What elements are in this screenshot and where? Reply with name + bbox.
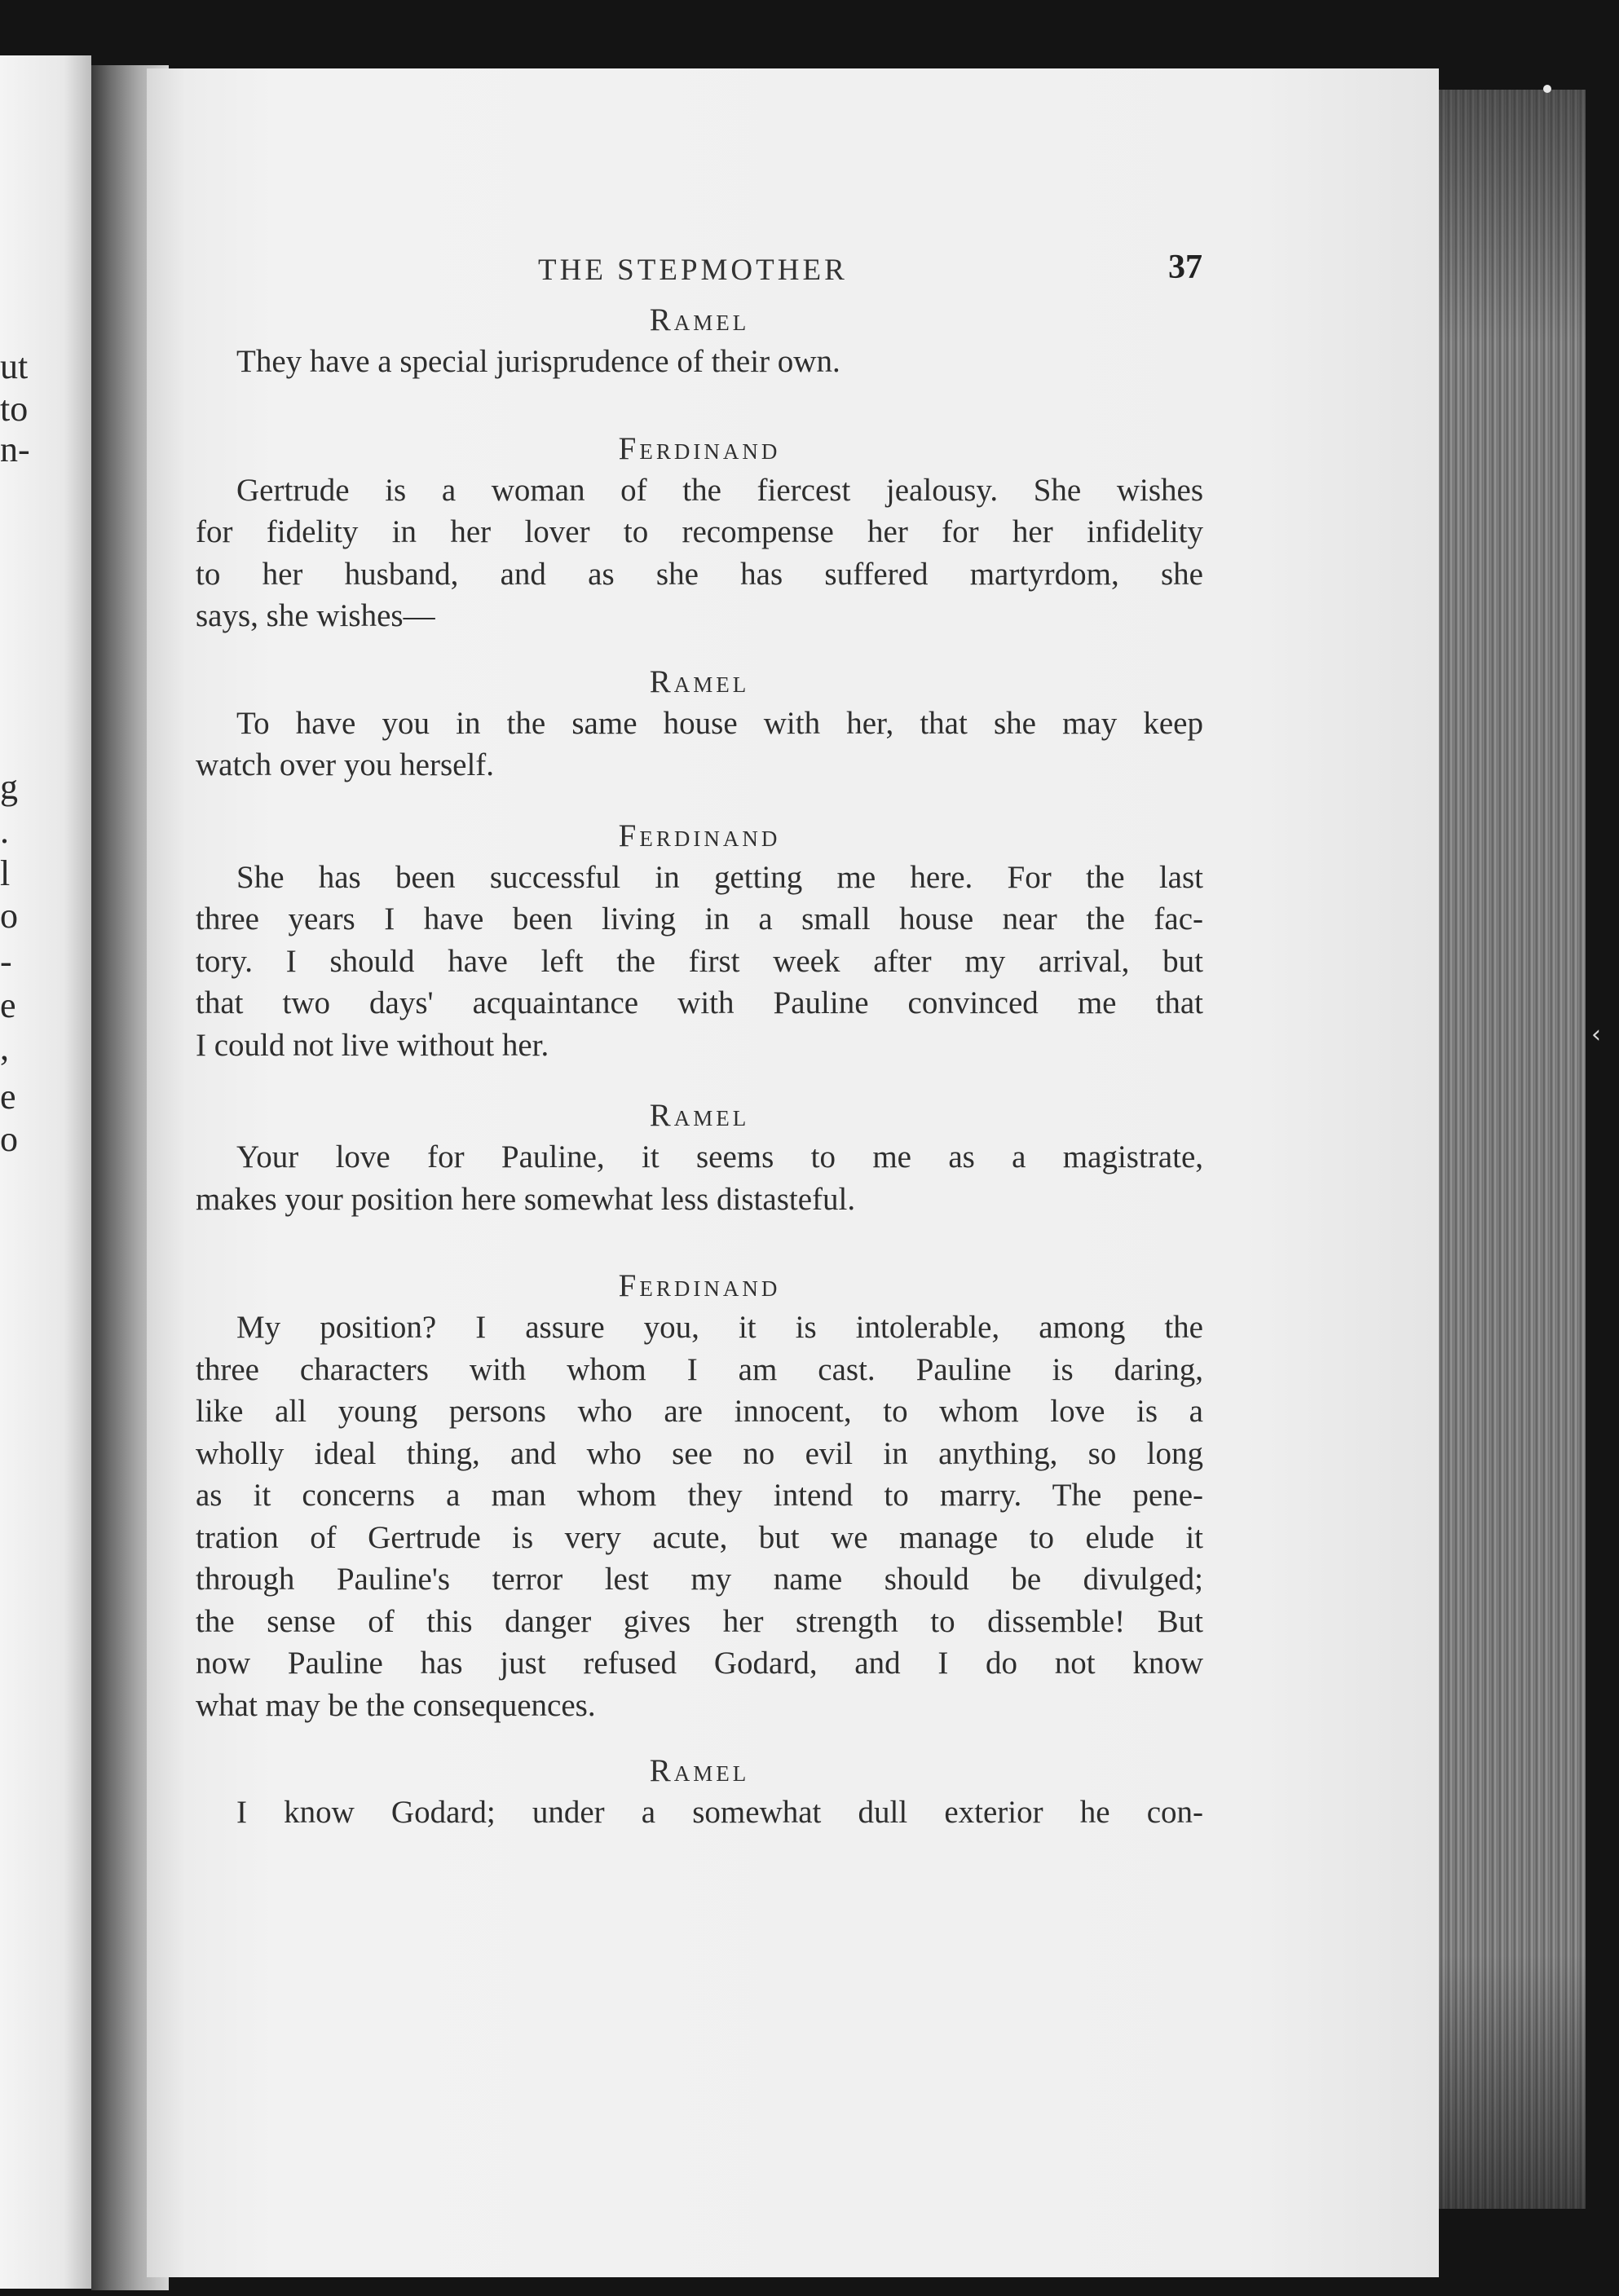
- speech-line: My position? I assure you, it is intolerable, among the: [236, 1310, 1203, 1345]
- speech-line: Gertrude is a woman of the fiercest jealousy. She wishes: [236, 472, 1203, 508]
- page-edges-shadow: [1439, 90, 1586, 2209]
- speaker-heading: Ferdinand: [618, 1268, 781, 1303]
- speech-line: to her husband, and as she has suffered martyrdom, she: [196, 556, 1203, 592]
- speech: [196, 469, 1203, 637]
- speech-line: She has been successful in getting me here. For the last: [236, 859, 1203, 895]
- speech-line: watch over you herself.: [196, 747, 495, 782]
- speech-line: the sense of this danger gives her strength to dissemble! But: [196, 1603, 1203, 1639]
- speaker-heading: Ferdinand: [618, 430, 781, 466]
- speech: [196, 1791, 1203, 1834]
- speech: [196, 703, 1203, 787]
- speech-line: three characters with whom I am cast. Pauline is daring,: [196, 1351, 1203, 1387]
- facing-page-fragment: ,: [0, 1028, 9, 1068]
- facing-page-fragment: -: [0, 941, 12, 981]
- text-column: [196, 300, 1203, 1834]
- edge-spot: [1543, 85, 1551, 93]
- speaker-heading: Ramel: [649, 1753, 750, 1788]
- speaker-heading: Ramel: [649, 663, 750, 699]
- facing-page-fragment: ut: [0, 346, 29, 386]
- speaker-heading: Ramel: [649, 302, 750, 337]
- speech-line: I could not live without her.: [196, 1027, 549, 1063]
- page-number: 37: [1168, 249, 1202, 286]
- speech-line: as it concerns a man whom they intend to marry. The pene-: [196, 1478, 1203, 1513]
- facing-page-edge: [0, 55, 91, 2289]
- facing-page-fragment: e: [0, 985, 16, 1025]
- speech-line: To have you in the same house with her, that she may keep: [236, 705, 1203, 741]
- speech-line: tory. I should have left the first week after my arrival, but: [196, 943, 1203, 979]
- speech-line: makes your position here somewhat less distasteful.: [196, 1181, 856, 1217]
- speech-line: tration of Gertrude is very acute, but we manage to elude it: [196, 1519, 1203, 1555]
- speech: [196, 857, 1203, 1067]
- speech-line: like all young persons who are innocent, to whom love is a: [196, 1394, 1203, 1429]
- speech-line: says, she wishes—: [196, 598, 435, 633]
- speech-line: wholly ideal thing, and who see no evil in anything, so long: [196, 1435, 1203, 1471]
- speech: [196, 341, 1203, 383]
- speaker-heading: Ramel: [649, 1098, 750, 1133]
- facing-page-fragment: o: [0, 1119, 18, 1159]
- facing-page-fragment: l: [0, 853, 11, 893]
- facing-page-fragment: .: [0, 811, 9, 851]
- edge-mark: ‹: [1591, 1020, 1601, 1049]
- speech-line: now Pauline has just refused Godard, and I do not know: [196, 1646, 1203, 1681]
- speech-line: that two days' acquaintance with Pauline convinced me that: [196, 985, 1203, 1020]
- speech: [196, 1136, 1203, 1220]
- facing-page-fragment: to: [0, 389, 29, 429]
- speech-line: for fidelity in her lover to recompense her for her infidelity: [196, 514, 1203, 549]
- facing-page-fragment: e: [0, 1077, 16, 1117]
- speech-line: They have a special jurisprudence of their own.: [236, 344, 840, 379]
- speech: [196, 1307, 1203, 1726]
- speech-line: three years I have been living in a small house near the fac-: [196, 901, 1203, 936]
- speech-line: I know Godard; under a somewhat dull exterior he con-: [236, 1795, 1203, 1830]
- facing-page-fragment: g: [0, 767, 18, 807]
- speaker-heading: Ferdinand: [618, 817, 781, 853]
- speech-line: Your love for Pauline, it seems to me as a magistrate,: [236, 1139, 1203, 1174]
- facing-page-fragment: o: [0, 896, 18, 936]
- facing-page-fragment: n-: [0, 430, 30, 469]
- speech-line: through Pauline's terror lest my name should be divulged;: [196, 1562, 1203, 1597]
- speech-line: what may be the consequences.: [196, 1687, 596, 1723]
- running-title: THE STEPMOTHER: [538, 253, 848, 287]
